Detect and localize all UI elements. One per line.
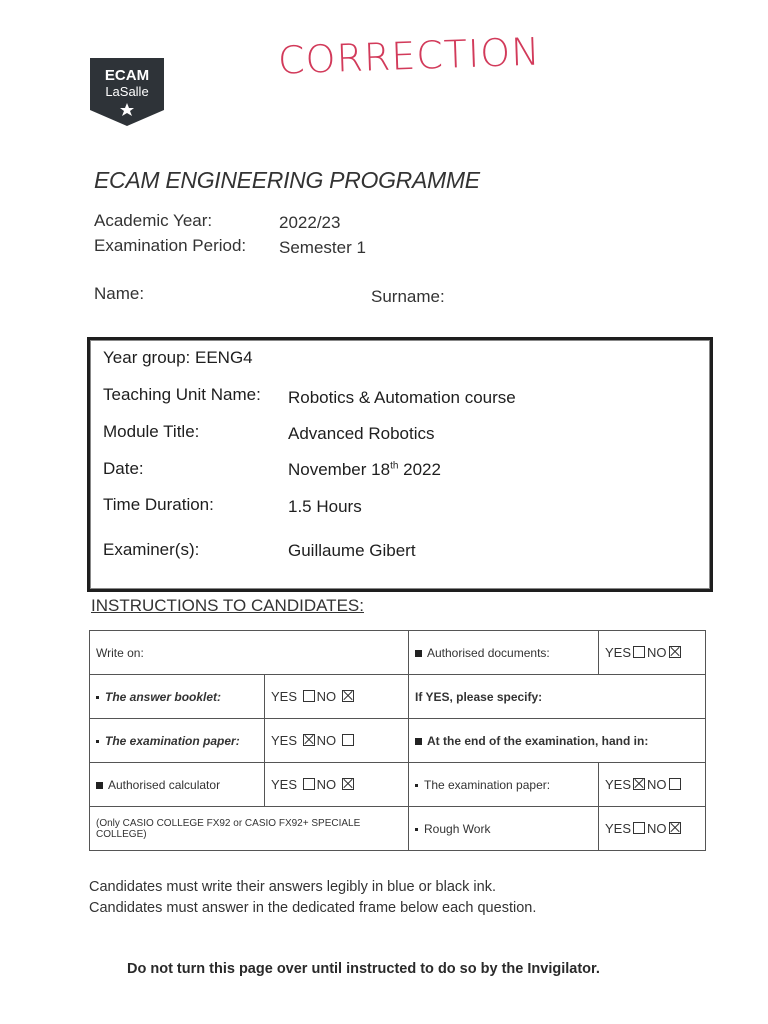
final-warning: Do not turn this page over until instructed to do so by the Invigilator. xyxy=(127,961,600,977)
rough-work-choice xyxy=(599,807,706,851)
checkbox-checked-icon[interactable] xyxy=(669,646,681,658)
write-on-label: Write on: xyxy=(96,645,144,660)
checkbox-empty-icon[interactable] xyxy=(303,778,315,790)
no-label: NO xyxy=(647,645,667,660)
year-group: Year group: EENG4 xyxy=(103,348,253,367)
exam-paper-label: The examination paper: xyxy=(105,733,240,748)
module-title-value: Advanced Robotics xyxy=(288,424,435,443)
logo-text-ecam: ECAM xyxy=(104,67,150,84)
academic-year-value: 2022/23 xyxy=(279,213,341,232)
rough-work-cell xyxy=(409,807,599,851)
calculator-note: (Only CASIO COLLEGE FX92 or CASIO FX92+ SPECIALE COLLEGE) xyxy=(96,817,361,840)
logo-text-lasalle: LaSalle xyxy=(105,84,149,99)
square-bullet-icon xyxy=(415,738,422,745)
table-row xyxy=(90,763,706,807)
yes-label: YES xyxy=(605,821,632,836)
authorised-documents-cell xyxy=(409,631,599,675)
date-value-suffix: th xyxy=(390,460,399,472)
checkbox-empty-icon[interactable] xyxy=(342,734,354,746)
checkbox-checked-icon[interactable] xyxy=(633,778,645,790)
checkbox-checked-icon[interactable] xyxy=(669,822,681,834)
table-row xyxy=(90,631,706,675)
no-label: NO xyxy=(316,733,337,748)
name-label: Name: xyxy=(94,284,145,303)
module-title-label: Module Title: xyxy=(103,422,200,441)
bullet-icon xyxy=(415,828,418,831)
answer-booklet-choice xyxy=(265,675,409,719)
exam-period-label: Examination Period: xyxy=(94,236,247,255)
yes-label: YES xyxy=(271,733,298,748)
time-duration-label: Time Duration: xyxy=(103,495,214,514)
bullet-icon xyxy=(415,784,418,787)
teaching-unit-value: Robotics & Automation course xyxy=(288,388,516,407)
if-yes-cell xyxy=(409,675,706,719)
surname-label: Surname: xyxy=(371,287,445,306)
table-row xyxy=(90,719,706,763)
checkbox-checked-icon[interactable] xyxy=(303,734,315,746)
instructions-heading: INSTRUCTIONS TO CANDIDATES: xyxy=(91,596,364,615)
exam-period-value: Semester 1 xyxy=(279,238,366,257)
checkbox-empty-icon[interactable] xyxy=(303,690,315,702)
bullet-icon xyxy=(96,740,99,743)
yes-label: YES xyxy=(271,777,298,792)
if-yes-label: If YES, please specify: xyxy=(415,689,543,704)
answer-booklet-cell xyxy=(90,675,265,719)
checkbox-empty-icon[interactable] xyxy=(633,822,645,834)
yes-label: YES xyxy=(605,645,632,660)
exam-paper-choice xyxy=(265,719,409,763)
page-title: ECAM ENGINEERING PROGRAMME xyxy=(94,167,480,193)
checkbox-checked-icon[interactable] xyxy=(342,690,354,702)
hand-in-exam-paper-label: The examination paper: xyxy=(424,777,551,792)
date-value xyxy=(288,460,441,480)
answer-booklet-label: The answer booklet: xyxy=(105,689,222,704)
footer-line-2: Candidates must answer in the dedicated frame below each question. xyxy=(89,900,537,916)
yes-label: YES xyxy=(271,689,298,704)
calculator-choice xyxy=(265,763,409,807)
checkbox-empty-icon[interactable] xyxy=(669,778,681,790)
date-value-main: November 18 xyxy=(288,460,391,479)
checkbox-checked-icon[interactable] xyxy=(342,778,354,790)
no-label: NO xyxy=(647,821,667,836)
hand-in-cell xyxy=(409,719,706,763)
write-on-cell xyxy=(90,631,409,675)
hand-in-exam-paper-cell xyxy=(409,763,599,807)
authorised-documents-label: Authorised documents: xyxy=(427,645,550,660)
calculator-note-cell xyxy=(90,807,409,851)
exam-paper-cell xyxy=(90,719,265,763)
square-bullet-icon xyxy=(415,650,422,657)
hand-in-label: At the end of the examination, hand in: xyxy=(427,733,649,748)
yes-label: YES xyxy=(605,777,632,792)
exam-info-box xyxy=(87,337,713,592)
academic-year-label: Academic Year: xyxy=(94,211,213,230)
examiner-value: Guillaume Gibert xyxy=(288,541,416,560)
footer-line-1: Candidates must write their answers legibly in blue or black ink. xyxy=(89,879,496,895)
square-bullet-icon xyxy=(96,782,103,789)
time-duration-value: 1.5 Hours xyxy=(288,497,362,516)
teaching-unit-label: Teaching Unit Name: xyxy=(103,385,261,404)
no-label: NO xyxy=(316,689,337,704)
hand-in-exam-paper-choice xyxy=(599,763,706,807)
date-value-year: 2022 xyxy=(398,460,441,479)
calculator-cell xyxy=(90,763,265,807)
table-row xyxy=(90,807,706,851)
bullet-icon xyxy=(96,696,99,699)
date-label: Date: xyxy=(103,459,144,478)
examiner-label: Examiner(s): xyxy=(103,540,200,559)
instructions-table xyxy=(89,630,706,851)
rough-work-label: Rough Work xyxy=(424,821,491,836)
calculator-label: Authorised calculator xyxy=(108,777,221,792)
handwritten-correction-note: CORRECTION xyxy=(277,29,542,83)
table-row xyxy=(90,675,706,719)
checkbox-empty-icon[interactable] xyxy=(633,646,645,658)
no-label: NO xyxy=(316,777,337,792)
ecam-lasalle-logo xyxy=(90,58,164,126)
no-label: NO xyxy=(647,777,667,792)
authorised-documents-choice xyxy=(599,631,706,675)
